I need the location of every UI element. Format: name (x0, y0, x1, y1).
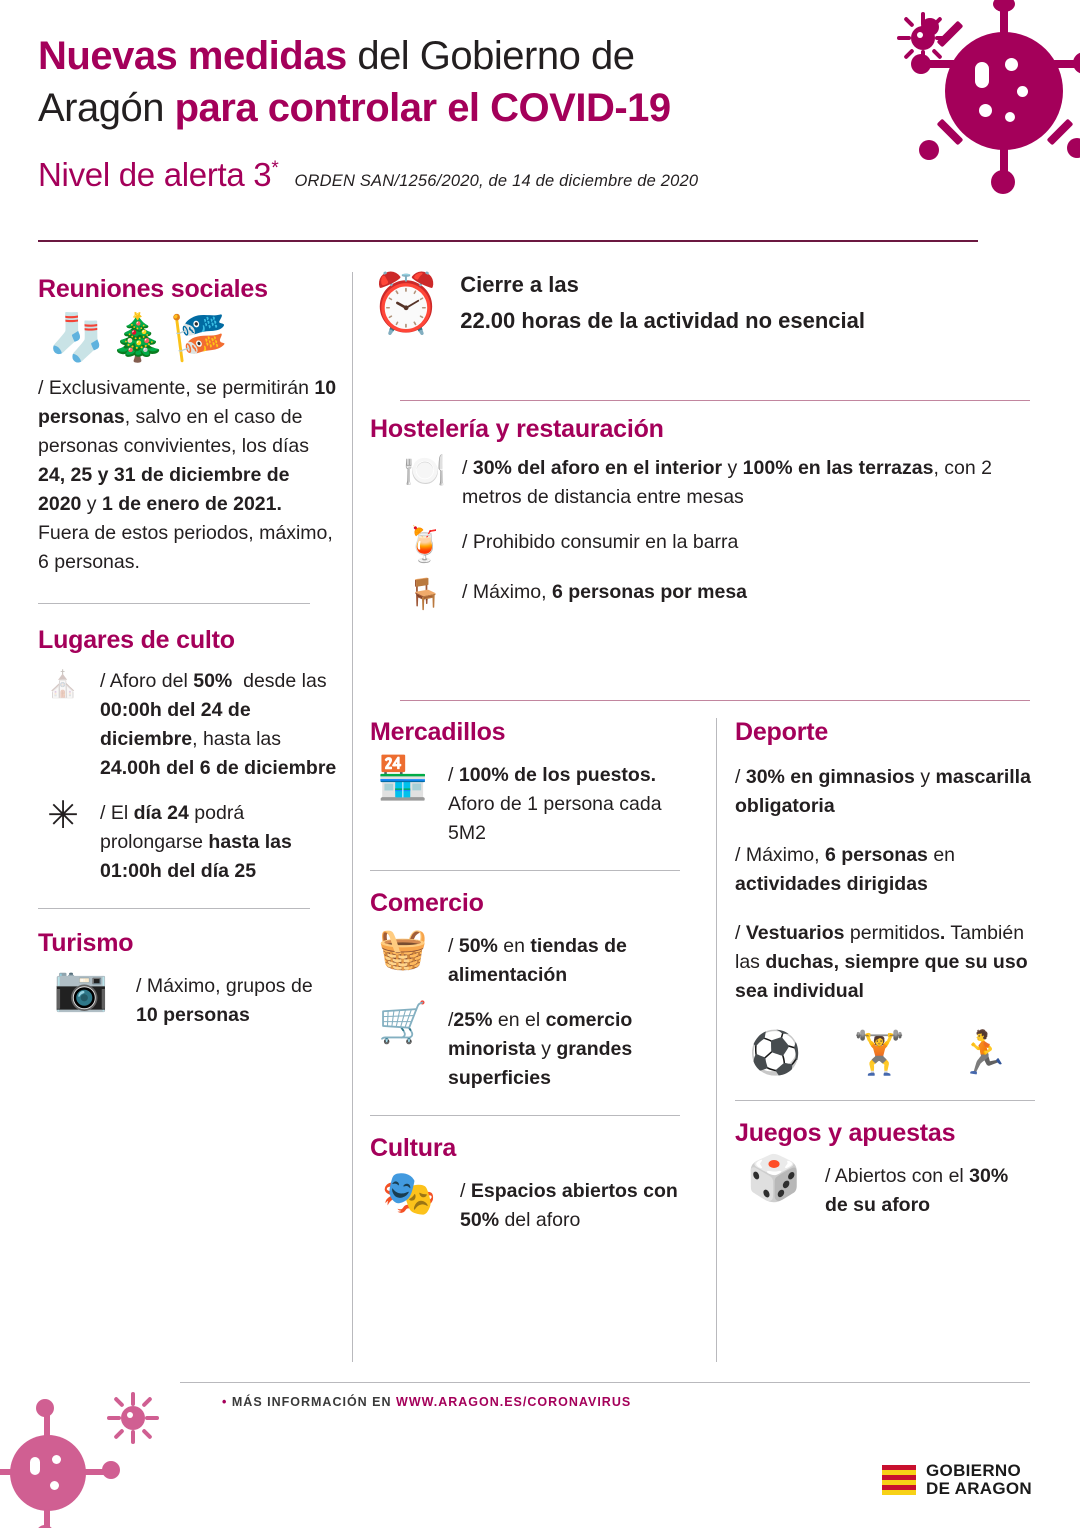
section-hosteleria (370, 415, 1030, 628)
deporte-icons (749, 1029, 1035, 1076)
footer-label: MÁS INFORMACIÓN EN (231, 1395, 397, 1409)
hosteleria-item-3-text: / Máximo, 6 personas por mesa (462, 581, 748, 603)
hosteleria-item-2-text: / Prohibido consumir en la barra (462, 531, 739, 553)
page-title-line-2 (38, 82, 878, 134)
alert-level-text: Nivel de alerta 3 (38, 156, 272, 193)
order-reference: ORDEN SAN/1256/2020, de 14 de diciembre de 2020 (294, 172, 699, 190)
right-divider-1 (735, 1100, 1035, 1101)
culto-item-2-text: / El día 24 podrá prolongarse hasta las 01:00h del día 25 (100, 802, 292, 882)
cultura-text: / Espacios abiertos con 50% del aforo (460, 1180, 678, 1231)
comercio-item-2-text: /25% en el comercio minorista y grandes superficies (448, 1009, 633, 1089)
list-item (38, 667, 338, 783)
hosteleria-divider (400, 700, 1030, 701)
government-logo (882, 1462, 1032, 1498)
list-item (370, 1169, 700, 1235)
deporte-item-2-text: / Máximo, 6 personas en actividades dirigidas (735, 844, 956, 895)
church-icon: ⛪ (46, 669, 80, 699)
page-title-line-1 (38, 30, 878, 82)
list-item (400, 528, 1030, 562)
left-divider-2 (38, 908, 310, 909)
banner-line-1: Cierre a las (460, 272, 579, 297)
deporte-item-3-text: / Vestuarios permitidos. También las duchas, siempre que su uso sea individual (735, 922, 1028, 1002)
dice-icon: 🎲 (746, 1154, 802, 1203)
turismo-text: / Máximo, grupos de 10 personas (136, 975, 313, 1026)
banner-divider (400, 400, 1030, 401)
section-mercadillos (370, 718, 700, 848)
mercadillos-text: / 100% de los puestos. Aforo de 1 persona cada 5M2 (448, 764, 662, 844)
section-cultura (370, 1134, 700, 1235)
column-left (38, 275, 338, 1046)
virus-illustration-bottom-left (0, 1395, 130, 1528)
list-item (400, 454, 1030, 512)
soccer-ball-icon: ⚽ (749, 1029, 802, 1076)
section-culto (38, 626, 338, 886)
footer-website-link[interactable]: WWW.ARAGON.ES/CORONAVIRUS (396, 1395, 632, 1409)
section-title-reuniones: Reuniones sociales (38, 275, 268, 303)
banner-line-2 (460, 298, 865, 336)
list-item (400, 578, 1030, 612)
section-title-culto: Lugares de culto (38, 626, 235, 654)
alarm-clock-icon: ⏰ (370, 271, 443, 336)
cocktail-icon: 🍹 (403, 526, 447, 564)
section-title-turismo: Turismo (38, 929, 134, 957)
section-title-juegos: Juegos y apuestas (735, 1119, 956, 1147)
comercio-item-1-text: / 50% en tiendas de alimentación (448, 935, 627, 986)
title-plain-1: del Gobierno de (346, 34, 635, 78)
banner-suffix: de la actividad no esencial (581, 308, 865, 333)
theatre-masks-icon: 🎭 (381, 1169, 437, 1218)
gov-line-2: DE ARAGON (926, 1479, 1032, 1498)
footer-divider (180, 1382, 1030, 1383)
room-service-icon: 🍽️ (403, 452, 447, 490)
title-plain-2: Aragón (38, 86, 175, 130)
alert-level (38, 156, 278, 194)
header (38, 30, 878, 194)
virus-illustration-large (905, 0, 1080, 210)
government-logo-text (926, 1462, 1032, 1498)
list-item (735, 1154, 1035, 1220)
list-item (38, 795, 338, 886)
christmas-stocking-icon: 🧦 (48, 311, 106, 363)
section-title-deporte: Deporte (735, 718, 829, 746)
list-item (370, 754, 700, 848)
alert-level-row (38, 156, 878, 194)
closing-time-banner (370, 272, 1030, 336)
section-reuniones (38, 275, 338, 577)
section-turismo (38, 929, 338, 1030)
star-icon: ✳ (47, 795, 79, 837)
column-divider-right (716, 718, 717, 1362)
section-title-comercio: Comercio (370, 889, 484, 917)
camera-icon: 📷 (53, 964, 109, 1013)
section-deporte (735, 718, 1035, 1074)
gov-line-1: GOBIERNO (926, 1461, 1021, 1480)
banner-hours: 22.00 horas (460, 308, 582, 333)
section-juegos (735, 1119, 1035, 1220)
aragon-flag-icon (882, 1465, 916, 1495)
runner-icon: 🏃 (957, 1029, 1010, 1076)
virus-illustration-small-top (895, 10, 951, 66)
list-item (370, 927, 700, 990)
juegos-text: / Abiertos con el 30% de su aforo (825, 1165, 1009, 1216)
table-chairs-icon: 🪑 (406, 578, 444, 611)
header-divider (38, 240, 978, 242)
christmas-bauble-icon: 🎏 (170, 311, 228, 363)
virus-illustration-bottom-left-small (105, 1390, 161, 1446)
section-title-mercadillos: Mercadillos (370, 718, 506, 746)
hosteleria-item-1-text: / 30% del aforo en el interior y 100% en las terrazas, con 2 metros de distancia entre mesas (462, 457, 993, 508)
title-highlight-2: para controlar el COVID-19 (174, 86, 671, 130)
middle-divider-2 (370, 1115, 680, 1116)
list-item (38, 964, 338, 1030)
deporte-item-1-text: / 30% en gimnasios y mascarilla obligatoria (735, 766, 1031, 817)
reuniones-icons (48, 311, 338, 363)
shopping-cart-icon: 🛒 (378, 1001, 428, 1045)
footer-info (222, 1395, 631, 1409)
left-divider-1 (38, 603, 310, 604)
column-middle (370, 718, 700, 1251)
culto-item-1-text: / Aforo del 50% desde las 00:00h del 24 de diciembre, hasta las 24.00h del 6 de diciembre (100, 670, 337, 779)
section-title-hosteleria: Hostelería y restauración (370, 415, 664, 443)
section-title-cultura: Cultura (370, 1134, 457, 1162)
footer-bullet: • (222, 1395, 228, 1409)
christmas-tree-icon: 🎄 (109, 311, 167, 363)
column-divider-left (352, 272, 353, 1362)
alert-level-asterisk: * (271, 158, 279, 179)
section-comercio (370, 889, 700, 1093)
list-item (370, 1001, 700, 1093)
column-right (735, 718, 1035, 1236)
middle-divider-1 (370, 870, 680, 871)
market-stall-icon: 🏪 (376, 754, 430, 801)
title-highlight-1: Nuevas medidas (38, 34, 347, 78)
food-basket-icon: 🧺 (378, 927, 428, 971)
reuniones-text: / Exclusivamente, se permitirán 10 personas, salvo en el caso de personas convivientes, los días 24, 25 y 31 de diciembre de 2020 y 1 de enero de 2021. Fuera de estos periodos, máximo, 6 personas. (38, 377, 337, 573)
weight-lifter-icon: 🏋️ (853, 1029, 906, 1076)
